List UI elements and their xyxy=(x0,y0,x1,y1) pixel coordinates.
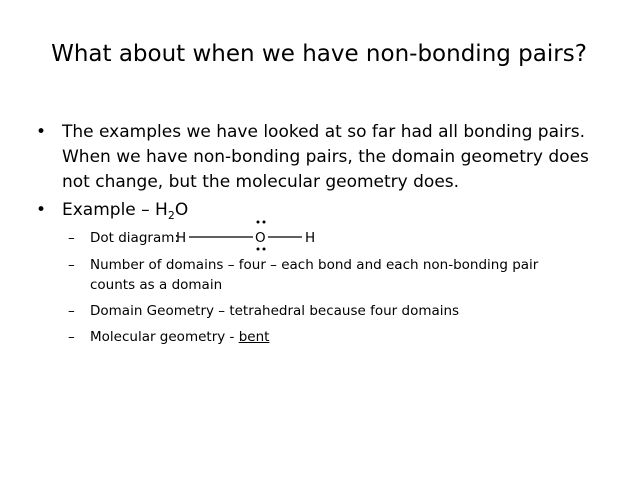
subbullet-text xyxy=(90,228,610,248)
example-suffix: O xyxy=(174,200,189,220)
subbullet-text xyxy=(90,255,610,295)
subbullet-text: Domain Geometry – tetrahedral because four domains xyxy=(90,303,460,319)
bullet-text xyxy=(62,198,638,223)
bullet-line: When we have non-bonding pairs, the domain geometry does xyxy=(62,147,589,167)
subscript-2: 2 xyxy=(167,209,175,222)
example-prefix: Example – H xyxy=(62,200,168,220)
hydrogen-right: H xyxy=(305,230,316,246)
subbullet-line: counts as a domain xyxy=(90,277,223,293)
bent-term: bent xyxy=(238,329,270,345)
dash-marker: – xyxy=(68,230,75,246)
bullet-marker: • xyxy=(36,200,47,220)
bullet-marker: • xyxy=(36,122,47,142)
molecular-geometry-label: Molecular geometry - xyxy=(90,329,239,345)
bullet-line: The examples we have looked at so far had all bonding pairs. xyxy=(62,122,585,142)
dash-marker: – xyxy=(68,257,75,273)
oxygen-center: O xyxy=(255,230,266,246)
hydrogen-left: H xyxy=(176,230,187,246)
dot-diagram-label: Dot diagram: xyxy=(90,230,179,246)
subbullet-line: Number of domains – four – each bond and each non-bonding pair xyxy=(90,257,539,273)
bullet-text xyxy=(62,120,638,195)
bullet-line: not change, but the molecular geometry does. xyxy=(62,172,460,192)
dash-marker: – xyxy=(68,303,75,319)
subbullet-text xyxy=(90,327,610,347)
dash-marker: – xyxy=(68,329,75,345)
slide-title: What about when we have non-bonding pairs? xyxy=(51,41,587,67)
